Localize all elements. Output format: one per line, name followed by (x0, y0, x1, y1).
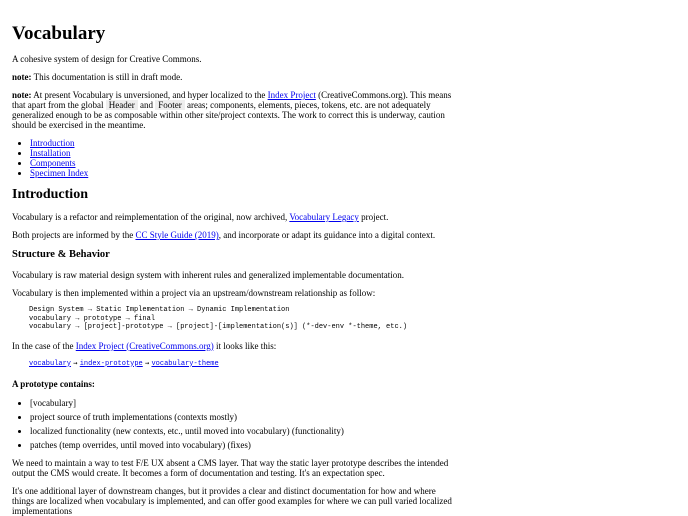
structure-text: In the case of the (12, 340, 76, 351)
footer-code: Footer (155, 100, 185, 110)
toc-item (30, 148, 458, 158)
draft-note (12, 72, 458, 82)
note-text: (CreativeCommons.org). This means that apart from the global (12, 90, 452, 110)
header-code: Header (106, 100, 138, 110)
note-text: This documentation is still in draft mode. (31, 72, 183, 82)
arrow-icon: → (145, 358, 150, 367)
version-note (12, 90, 458, 130)
toc-link-specimen-index[interactable]: Specimen Index (30, 168, 89, 178)
intro-text: , and incorporate or adapt its guidance into a digital context. (218, 230, 436, 240)
vocabulary-theme-repo-link[interactable]: vocabulary-theme (151, 359, 219, 368)
tagline: A cohesive system of design for Creative Commons. (12, 54, 202, 64)
toc-link-introduction[interactable]: Introduction (30, 138, 75, 148)
vocabulary-repo-link[interactable]: vocabulary (29, 359, 72, 368)
intro-text: Vocabulary is a refactor and reimplementation of the original, now archived, (12, 212, 290, 222)
code-line: vocabulary → [project]-prototype → [project]-[implementation(s)] (*-dev-env *-theme, etc.) (29, 323, 408, 331)
note-text: and (137, 100, 156, 110)
cc-style-guide-link[interactable]: CC Style Guide (2019) (135, 230, 219, 240)
structure-paragraph: Vocabulary is then implemented within a project via an upstream/downstream relationship as follow: (12, 288, 376, 298)
list-item: • [vocabulary] (30, 396, 458, 410)
structure-paragraph (12, 341, 458, 351)
prototype-list (12, 396, 458, 452)
note-label: note: (12, 90, 32, 100)
toc-link-components[interactable]: Components (30, 158, 76, 168)
note-label: note: (12, 72, 32, 82)
toc-item (30, 168, 458, 178)
document (12, 0, 458, 516)
toc-item (30, 158, 458, 168)
index-project-link[interactable]: Index Project (267, 90, 316, 100)
toc-item (30, 138, 458, 148)
repo-chain (12, 358, 458, 369)
prototype-heading: A prototype contains: (12, 378, 95, 389)
toc-link-installation[interactable]: Installation (30, 148, 71, 158)
note-text: At present Vocabulary is unversioned, and hyper localized to the (31, 90, 268, 100)
note-text: areas; components, elements, pieces, tokens, etc. are not adequately generalized enough to be as composable within other site/project contexts. The work to correct this is underway, caution should be exercised in the meantime. (12, 100, 445, 130)
introduction-heading: Introduction (12, 187, 88, 202)
arrow-icon: → (73, 358, 78, 367)
intro-paragraph (12, 230, 458, 240)
list-item: • localized functionality (new contexts, etc., until moved into vocabulary) (functionality) (30, 424, 458, 438)
table-of-contents (12, 138, 458, 178)
structure-paragraph: We need to maintain a way to test F/E UX absent a CMS layer. That way the static layer prototype describes the intended output the CMS would create. It becomes a form of documentation and testing. It's an expectation spec. (12, 457, 449, 478)
structure-text: it looks like this: (213, 340, 277, 351)
list-item: • project source of truth implementations (contexts mostly) (30, 410, 458, 424)
code-line: vocabulary → prototype → final (29, 314, 156, 323)
structure-heading: Structure & Behavior (12, 249, 110, 260)
structure-paragraph: Vocabulary is raw material design system with inherent rules and generalized implementable documentation. (12, 270, 404, 280)
code-line: Design System → Static Implementation → Dynamic Implementation (29, 306, 290, 314)
page-title: Vocabulary (12, 23, 106, 44)
intro-text: project. (358, 212, 389, 222)
list-item: • patches (temp overrides, until moved into vocabulary) (fixes) (30, 438, 458, 452)
index-project-creativecommons-link[interactable]: Index Project (CreativeCommons.org) (75, 340, 214, 351)
intro-text: Both projects are informed by the (12, 230, 136, 240)
intro-paragraph (12, 212, 458, 222)
structure-paragraph: It's one additional layer of downstream changes, but it provides a clear and distinct documentation for how and where things are localized when vocabulary is implemented, and can offer good examples for where we can pull varied localized implementations (12, 485, 452, 516)
index-prototype-repo-link[interactable]: index-prototype (79, 359, 143, 368)
code-block (12, 306, 458, 332)
vocabulary-legacy-link[interactable]: Vocabulary Legacy (289, 212, 359, 222)
